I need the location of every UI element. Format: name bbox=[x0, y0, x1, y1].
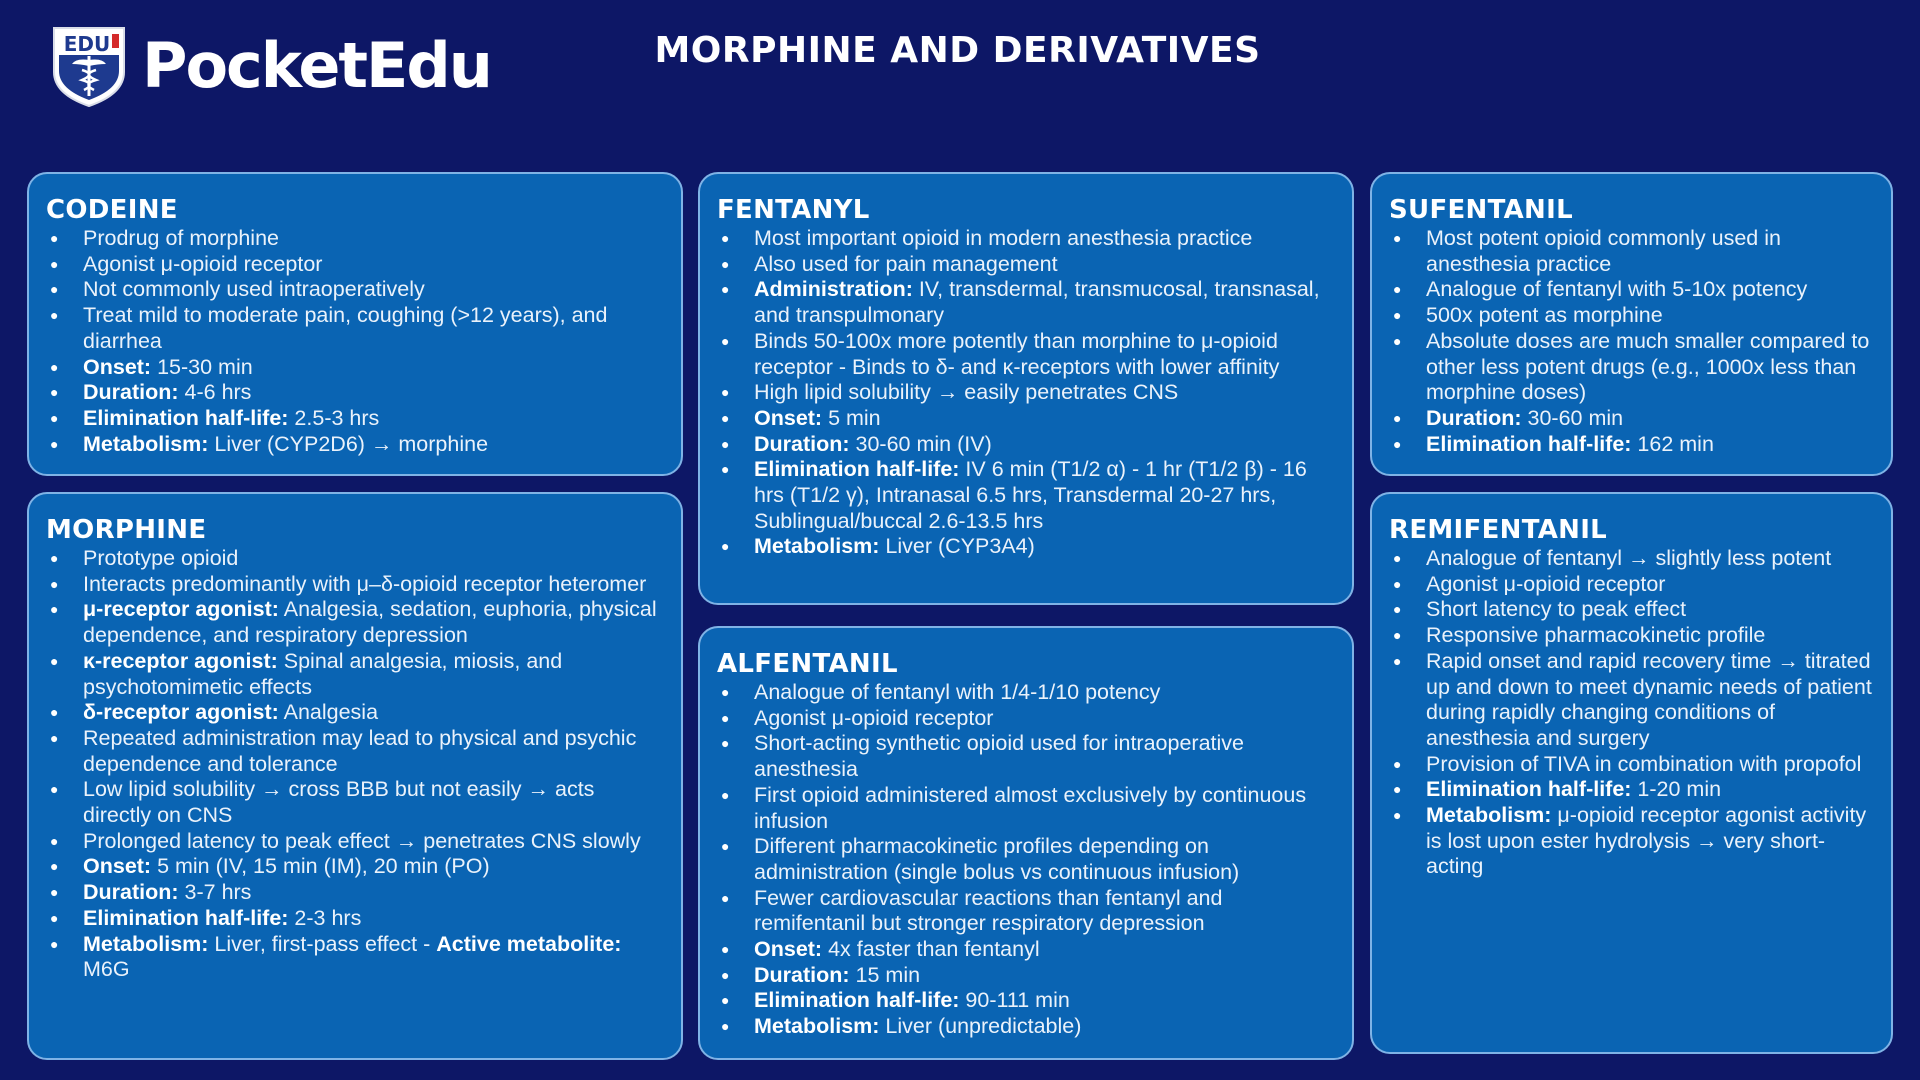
item-label: Onset: bbox=[83, 354, 152, 379]
item-text: Different pharmacokinetic profiles depending on administration (single bolus vs continuous infusion) bbox=[754, 834, 1240, 884]
card-title: MORPHINE bbox=[46, 515, 207, 545]
item-text: 1-20 min bbox=[1631, 777, 1722, 802]
list-item bbox=[717, 731, 1336, 782]
item-text: 2-3 hrs bbox=[288, 905, 362, 930]
item-text: Rapid onset and rapid recovery time → titrated up and down to meet dynamic needs of patient during rapidly changing conditions of anesthesia and surgery bbox=[1426, 648, 1872, 750]
bullet-list bbox=[1389, 226, 1875, 457]
item-text: 30-60 min bbox=[1521, 405, 1624, 430]
item-text: High lipid solubility → easily penetrates CNS bbox=[754, 380, 1179, 405]
item-text: Spinal analgesia, miosis, and psychotomimetic effects bbox=[83, 648, 563, 699]
item-text: First opioid administered almost exclusively by continuous infusion bbox=[754, 782, 1307, 833]
brand-name: PocketEdu bbox=[142, 29, 491, 102]
item-label: Duration: bbox=[83, 880, 179, 905]
item-label: Onset: bbox=[754, 937, 823, 962]
item-text: Liver, first-pass effect - bbox=[208, 931, 437, 956]
list-item bbox=[1389, 777, 1875, 803]
list-item bbox=[717, 457, 1336, 534]
list-item bbox=[1389, 329, 1875, 406]
bullet-list bbox=[717, 680, 1336, 1040]
list-item bbox=[717, 252, 1336, 278]
list-item bbox=[46, 303, 665, 354]
item-text: Short latency to peak effect bbox=[1426, 597, 1687, 622]
list-item bbox=[1389, 277, 1875, 303]
card-title: FENTANYL bbox=[717, 195, 870, 225]
bullet-list bbox=[717, 226, 1336, 560]
item-text: Prodrug of morphine bbox=[83, 226, 279, 250]
list-item bbox=[1389, 803, 1875, 880]
list-item bbox=[1389, 597, 1875, 623]
item-label: Onset: bbox=[754, 405, 823, 430]
list-item bbox=[46, 700, 665, 726]
item-text: Analgesia, sedation, euphoria, physical dependence, and respiratory depression bbox=[83, 597, 657, 648]
list-item bbox=[46, 777, 665, 828]
item-text: Provision of TIVA in combination with propofol bbox=[1426, 751, 1862, 776]
item-text: Liver (CYP2D6) → morphine bbox=[208, 431, 489, 456]
item-text: Prototype opioid bbox=[83, 546, 239, 570]
item-label: Elimination half-life: bbox=[83, 405, 289, 430]
list-item bbox=[1389, 406, 1875, 432]
item-text: 90-111 min bbox=[959, 988, 1070, 1013]
card-fentanyl bbox=[698, 172, 1354, 605]
item-text: Treat mild to moderate pain, coughing (>12 years), and diarrhea bbox=[83, 303, 608, 353]
bullet-list bbox=[1389, 546, 1875, 880]
item-text: 162 min bbox=[1631, 431, 1714, 456]
item-label: Administration: bbox=[754, 277, 913, 302]
card-morphine bbox=[27, 492, 683, 1060]
list-item bbox=[46, 572, 665, 598]
card-title: REMIFENTANIL bbox=[1389, 515, 1608, 545]
item-label: Elimination half-life: bbox=[754, 457, 960, 482]
list-item bbox=[46, 854, 665, 880]
list-item bbox=[717, 706, 1336, 732]
item-label: Elimination half-life: bbox=[1426, 777, 1632, 802]
item-label: Metabolism: bbox=[1426, 803, 1552, 828]
list-item bbox=[717, 988, 1336, 1014]
list-item bbox=[46, 829, 665, 855]
list-item bbox=[717, 432, 1336, 458]
item-text: Low lipid solubility → cross BBB but not easily → acts directly on CNS bbox=[83, 777, 595, 828]
item-text: Agonist μ-opioid receptor bbox=[83, 251, 323, 276]
card-title: SUFENTANIL bbox=[1389, 195, 1573, 225]
card-remifentanil bbox=[1370, 492, 1893, 1054]
list-item bbox=[1389, 752, 1875, 778]
item-text: Repeated administration may lead to physical and psychic dependence and tolerance bbox=[83, 725, 637, 776]
item-label: Duration: bbox=[754, 431, 850, 456]
item-text: 4x faster than fentanyl bbox=[822, 937, 1040, 962]
list-item bbox=[1389, 226, 1875, 277]
list-item bbox=[1389, 432, 1875, 458]
item-text: 30-60 min (IV) bbox=[849, 431, 992, 456]
list-item bbox=[717, 329, 1336, 380]
item-text: IV 6 min (T1/2 α) - 1 hr (T1/2 β) - 16 hrs (T1/2 γ), Intranasal 6.5 hrs, Transdermal 20-27 hrs, Sublingual/buccal 2.6-13.5 hrs bbox=[754, 457, 1307, 533]
list-item bbox=[46, 252, 665, 278]
card-alfentanil bbox=[698, 626, 1354, 1060]
item-label: κ-receptor agonist: bbox=[83, 648, 278, 673]
item-label: Duration: bbox=[1426, 405, 1522, 430]
list-item bbox=[717, 226, 1336, 252]
item-label: Metabolism: bbox=[754, 1014, 880, 1039]
item-text: Binds 50-100x more potently than morphine to μ-opioid receptor - Binds to δ- and κ-receptors with lower affinity bbox=[754, 328, 1280, 379]
list-item bbox=[46, 880, 665, 906]
list-item bbox=[717, 1014, 1336, 1040]
item-text: 15 min bbox=[849, 962, 921, 987]
item-text: 3-7 hrs bbox=[178, 880, 252, 905]
item-text: Fewer cardiovascular reactions than fentanyl and remifentanil but stronger respiratory depression bbox=[754, 885, 1223, 936]
item-text: Short-acting synthetic opioid used for intraoperative anesthesia bbox=[754, 731, 1244, 782]
item-label: δ-receptor agonist: bbox=[83, 700, 279, 725]
card-title: CODEINE bbox=[46, 195, 178, 225]
list-item bbox=[717, 680, 1336, 706]
item-text: Not commonly used intraoperatively bbox=[83, 277, 425, 302]
item-text: Agonist μ-opioid receptor bbox=[1426, 571, 1666, 596]
item-label: Metabolism: bbox=[83, 931, 209, 956]
item-text: μ-opioid receptor agonist activity is lost upon ester hydrolysis → very short-acting bbox=[1426, 803, 1867, 879]
item-text: Interacts predominantly with μ–δ-opioid receptor heteromer bbox=[83, 571, 647, 596]
item-text: 5 min (IV, 15 min (IM), 20 min (PO) bbox=[151, 854, 490, 879]
item-label: Elimination half-life: bbox=[83, 905, 289, 930]
card-title: ALFENTANIL bbox=[717, 649, 898, 679]
item-text: 15-30 min bbox=[151, 354, 253, 379]
page-title: MORPHINE AND DERIVATIVES bbox=[654, 30, 1261, 71]
item-text: Most potent opioid commonly used in anesthesia practice bbox=[1426, 226, 1781, 276]
list-item bbox=[717, 937, 1336, 963]
list-item bbox=[717, 277, 1336, 328]
item-label: Duration: bbox=[754, 962, 850, 987]
list-item bbox=[46, 355, 665, 381]
item-text: Responsive pharmacokinetic profile bbox=[1426, 623, 1766, 648]
list-item bbox=[46, 432, 665, 458]
logo-badge-text: EDU bbox=[63, 32, 111, 56]
item-text: Most important opioid in modern anesthesia practice bbox=[754, 226, 1253, 250]
list-item bbox=[46, 932, 665, 983]
item-text: Liver (CYP3A4) bbox=[879, 534, 1035, 559]
list-item bbox=[46, 597, 665, 648]
list-item bbox=[717, 534, 1336, 560]
list-item bbox=[717, 886, 1336, 937]
bullet-list bbox=[46, 546, 665, 983]
list-item bbox=[46, 277, 665, 303]
list-item bbox=[1389, 623, 1875, 649]
item-text: 2.5-3 hrs bbox=[288, 405, 380, 430]
item-text: Analgesia bbox=[278, 700, 379, 725]
list-item bbox=[46, 226, 665, 252]
item-label: Elimination half-life: bbox=[1426, 431, 1632, 456]
item-label: Metabolism: bbox=[754, 534, 880, 559]
item-text: 4-6 hrs bbox=[178, 380, 252, 405]
item-label: Active metabolite: bbox=[436, 931, 622, 956]
list-item bbox=[46, 726, 665, 777]
list-item bbox=[1389, 546, 1875, 572]
item-label: Onset: bbox=[83, 854, 152, 879]
card-codeine bbox=[27, 172, 683, 476]
item-text: Agonist μ-opioid receptor bbox=[754, 705, 994, 730]
list-item bbox=[717, 783, 1336, 834]
item-text: Absolute doses are much smaller compared to other less potent drugs (e.g., 1000x less than morphine doses) bbox=[1426, 328, 1870, 405]
list-item bbox=[1389, 303, 1875, 329]
item-label: Metabolism: bbox=[83, 431, 209, 456]
item-text: 500x potent as morphine bbox=[1426, 303, 1663, 328]
list-item bbox=[46, 546, 665, 572]
list-item bbox=[46, 406, 665, 432]
list-item bbox=[717, 963, 1336, 989]
item-text: Analogue of fentanyl → slightly less potent bbox=[1426, 546, 1832, 570]
item-text: Analogue of fentanyl with 5-10x potency bbox=[1426, 277, 1808, 302]
card-sufentanil bbox=[1370, 172, 1893, 476]
item-text: Also used for pain management bbox=[754, 251, 1058, 276]
list-item bbox=[46, 649, 665, 700]
list-item bbox=[46, 906, 665, 932]
item-label: Elimination half-life: bbox=[754, 988, 960, 1013]
list-item bbox=[717, 834, 1336, 885]
item-text: IV, transdermal, transmucosal, transnasal, and transpulmonary bbox=[754, 277, 1320, 328]
list-item bbox=[717, 380, 1336, 406]
item-text: Prolonged latency to peak effect → penetrates CNS slowly bbox=[83, 828, 641, 853]
item-text: M6G bbox=[83, 957, 130, 982]
list-item bbox=[1389, 572, 1875, 598]
list-item bbox=[717, 406, 1336, 432]
item-text: 5 min bbox=[822, 405, 881, 430]
bullet-list bbox=[46, 226, 665, 457]
item-text: Liver (unpredictable) bbox=[879, 1014, 1082, 1039]
list-item bbox=[46, 380, 665, 406]
item-label: μ-receptor agonist: bbox=[83, 597, 279, 622]
list-item bbox=[1389, 649, 1875, 752]
item-text: Analogue of fentanyl with 1/4-1/10 potency bbox=[754, 680, 1161, 704]
item-label: Duration: bbox=[83, 380, 179, 405]
